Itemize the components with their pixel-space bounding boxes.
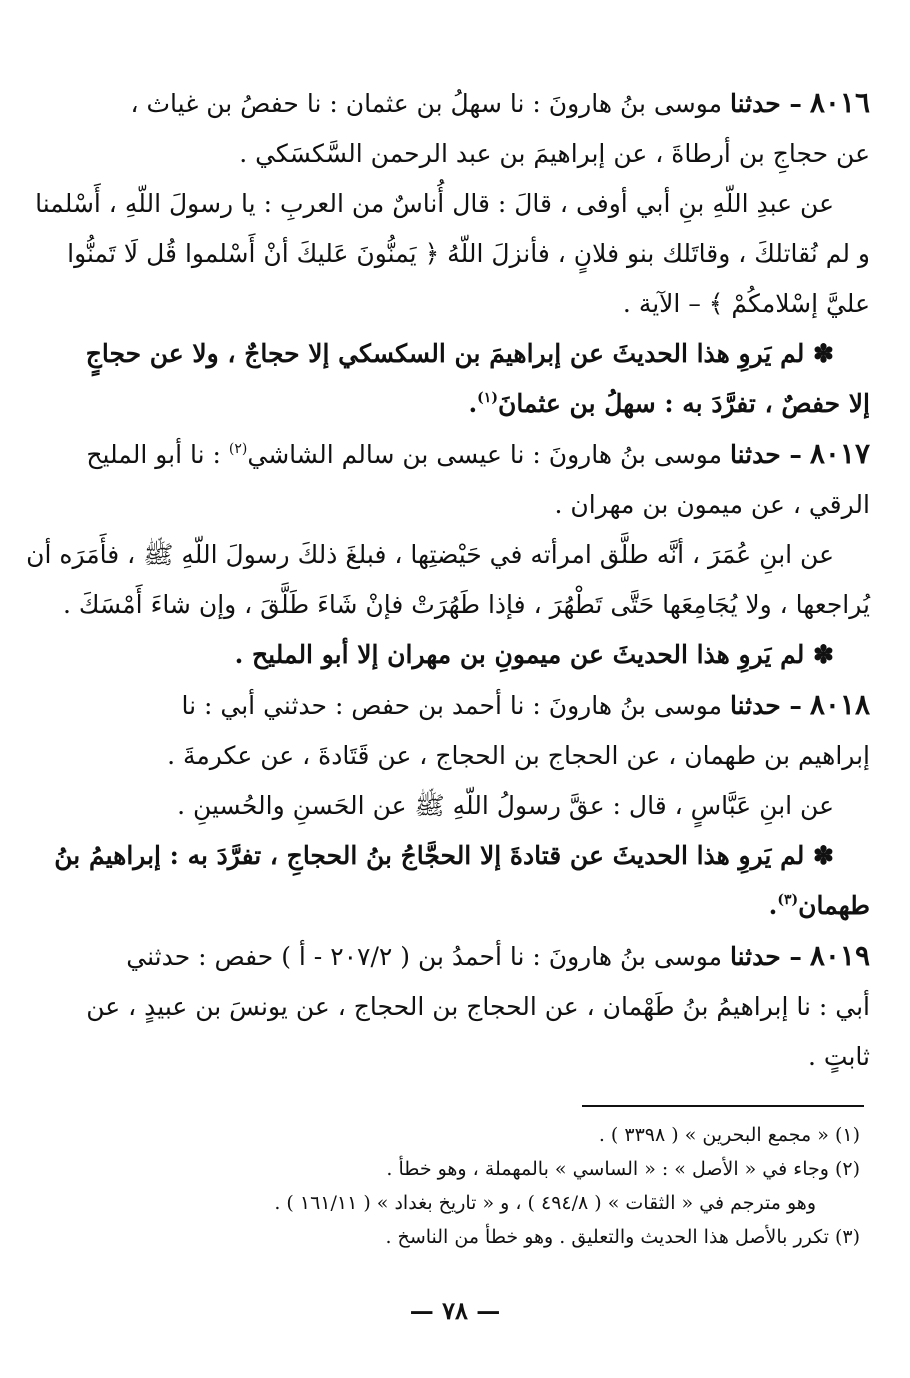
hadith-lead: حدثنا <box>729 89 781 118</box>
hadith-8018-isnad-line-2: إبراهيم بن طهمان ، عن الحجاج بن الحجاج ، عن قَتَادةَ ، عن عكرمةَ . <box>167 741 870 770</box>
hadith-8018-note-line-1: ✽ لم يَروِ هذا الحديثَ عن قتادةَ إلا الحجَّاجُ بنُ الحجاجِ ، تفرَّدَ به : إبراهيمُ بنُ <box>54 841 834 870</box>
hadith-8016-note-line-1: ✽ لم يَروِ هذا الحديثَ عن إبراهيمَ بن السكسكي إلا حجاجٌ ، ولا عن حجاجٍ <box>85 339 834 368</box>
hadith-8016-isnad-line-2: عن حجاجِ بن أرطاةَ ، عن إبراهيمَ بن عبد الرحمن السَّكسَكي . <box>239 139 870 168</box>
hadith-isnad-cont: : نا أبو المليح <box>86 440 229 469</box>
hadith-number: ٨٠١٨ <box>809 688 870 721</box>
footnote-2-continued: وهو مترجم في « الثقات » ( ٤٩٤/٨ ) ، و « تاريخ بغداد » ( ١٦١/١١ ) . <box>274 1192 816 1214</box>
footnote-separator <box>582 1105 864 1107</box>
note-text: طهمان <box>798 891 870 920</box>
hadith-8019-isnad-line-3: ثابتٍ . <box>808 1042 870 1071</box>
hadith-8016-matn-line-1: عن عبدِ اللّهِ بنِ أبي أوفى ، قالَ : قال أُناسٌ من العربِ : يا رسولَ اللّهِ ، أَسْلمنا <box>35 189 834 218</box>
hadith-isnad: موسى بنُ هارونَ : نا عيسى بن سالم الشاشي <box>247 440 723 469</box>
page-number: — ٧٨ — <box>409 1296 501 1325</box>
hadith-8017-isnad-line-1: ٨٠١٧ – حدثنا موسى بنُ هارونَ : نا عيسى بن سالم الشاشي$^{(٢)}$ : نا أبو المليح <box>86 437 870 470</box>
hadith-8019-isnad-line-2: أبي : نا إبراهيمُ بنُ طَهْمان ، عن الحجاج بن الحجاج ، عن يونسَ بن عبيدٍ ، عن <box>86 992 870 1021</box>
hadith-lead: حدثنا <box>729 942 781 971</box>
hadith-isnad: موسى بنُ هارونَ : نا سهلُ بن عثمان : نا حفصُ بن غياث ، <box>130 89 723 118</box>
hadith-8019-isnad-line-1: ٨٠١٩ – حدثنا موسى بنُ هارونَ : نا أحمدُ بن ( ٢٠٧/٢ - أ ) حفص : حدثني <box>126 939 870 972</box>
main-text <box>26 78 870 1082</box>
hadith-8016-matn-line-3: عليَّ إسْلامكُمْ ﴾ – الآية . <box>622 289 870 318</box>
hadith-number: ٨٠١٦ <box>809 86 870 119</box>
footnote-ref: (٢) <box>228 441 248 457</box>
hadith-number: ٨٠١٩ <box>809 939 870 972</box>
hadith-8018-isnad-line-1: ٨٠١٨ – حدثنا موسى بنُ هارونَ : نا أحمد بن حفص : حدثني أبي : نا <box>181 688 870 721</box>
footnote-ref: (١) <box>477 390 498 406</box>
hadith-8017-isnad-line-2: الرقي ، عن ميمون بن مهران . <box>554 490 870 519</box>
hadith-isnad: موسى بنُ هارونَ : نا أحمد بن حفص : حدثني أبي : نا <box>181 691 723 720</box>
hadith-8018-note-line-2 <box>38 881 870 931</box>
hadith-number: ٨٠١٧ <box>809 437 870 470</box>
hadith-8016-note-line-2 <box>38 379 870 429</box>
note-text: إلا حفصٌ ، تفرَّدَ به : سهلُ بن عثمانَ <box>497 389 870 418</box>
hadith-lead: حدثنا <box>729 691 781 720</box>
footnotes <box>40 1118 860 1254</box>
hadith-8017-note-line-1: ✽ لم يَروِ هذا الحديثَ عن ميمونِ بن مهران إلا أبو المليح . <box>234 640 834 669</box>
footnote-2: (٢) وجاء في « الأصل » : « الساسي » بالمهملة ، وهو خطأ . <box>386 1158 860 1180</box>
footnote-1: (١) « مجمع البحرين » ( ٣٣٩٨ ) . <box>598 1124 860 1146</box>
hadith-isnad: موسى بنُ هارونَ : نا أحمدُ بن ( ٢٠٧/٢ - أ ) حفص : حدثني <box>126 942 723 971</box>
footnote-3: (٣) تكرر بالأصل هذا الحديث والتعليق . وهو خطأ من الناسخ . <box>385 1226 860 1248</box>
note-end: . <box>468 389 478 418</box>
hadith-8017-matn-line-1: عن ابنِ عُمَرَ ، أنَّه طلَّق امرأته في حَيْضتِها ، فبلغَ ذلكَ رسولَ اللّهِ ﷺ ، فأَمَرَه أن <box>26 540 834 569</box>
hadith-8016-matn-line-2: و لم نُقاتلكَ ، وقاتَلك بنو فلانٍ ، فأنزلَ اللّهُ ﴿ يَمنُّونَ عَليكَ أنْ أَسْلموا قُل لَا تَمنُّوا <box>67 239 870 268</box>
hadith-lead: حدثنا <box>729 440 781 469</box>
hadith-8017-matn-line-2: يُراجعها ، ولا يُجَامِعَها حَتَّى تَطْهُرَ ، فإذا طَهُرَتْ فإنْ شَاءَ طَلَّقَ ، وإن شاءَ أَمْسَكَ . <box>63 590 870 619</box>
hadith-8018-matn-line-1: عن ابنِ عَبَّاسٍ ، قال : عقَّ رسولُ اللّهِ ﷺ عن الحَسنِ والحُسينِ . <box>177 791 834 820</box>
note-end: . <box>768 891 778 920</box>
footnote-ref: (٣) <box>777 892 799 908</box>
hadith-8016-isnad-line-1: ٨٠١٦ – حدثنا موسى بنُ هارونَ : نا سهلُ بن عثمان : نا حفصُ بن غياث ، <box>130 86 870 119</box>
